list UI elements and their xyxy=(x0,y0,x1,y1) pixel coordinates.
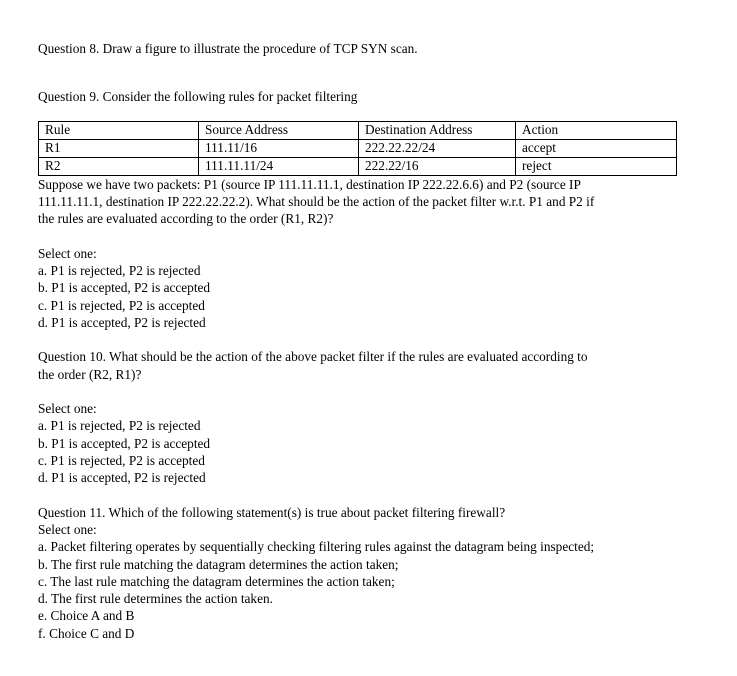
table-row xyxy=(39,140,677,158)
question-9-text: Question 9. Consider the following rules for packet filtering xyxy=(38,89,358,104)
question-8-text: Question 8. Draw a figure to illustrate the procedure of TCP SYN scan. xyxy=(38,41,418,56)
rule-cell: R1 xyxy=(39,140,199,158)
question-11-text: Question 11. Which of the following statement(s) is true about packet filtering firewall? xyxy=(38,505,506,520)
question-10-option-c[interactable]: c. P1 is rejected, P2 is accepted xyxy=(38,453,205,468)
question-10-select-label: Select one: xyxy=(38,401,97,416)
question-9-option-d[interactable]: d. P1 is accepted, P2 is rejected xyxy=(38,315,206,330)
question-11-option-c[interactable]: c. The last rule matching the datagram determines the action taken; xyxy=(38,574,395,589)
packet-filter-rules-table xyxy=(38,121,677,176)
question-11-option-a[interactable]: a. Packet filtering operates by sequentially checking filtering rules against the datagram being inspected; xyxy=(38,539,595,554)
rule-cell: R2 xyxy=(39,158,199,176)
question-11-option-d[interactable]: d. The first rule determines the action taken. xyxy=(38,591,273,606)
table-row xyxy=(39,158,677,176)
question-11-option-b[interactable]: b. The first rule matching the datagram determines the action taken; xyxy=(38,557,399,572)
action-cell: accept xyxy=(516,140,677,158)
header-source-address: Source Address xyxy=(199,122,359,140)
header-rule: Rule xyxy=(39,122,199,140)
question-9-select-label: Select one: xyxy=(38,246,97,261)
question-9-option-a[interactable]: a. P1 is rejected, P2 is rejected xyxy=(38,263,201,278)
action-cell: reject xyxy=(516,158,677,176)
question-11-option-e[interactable]: e. Choice A and B xyxy=(38,608,135,623)
question-10-body-line: Question 10. What should be the action of the above packet filter if the rules are evaluated according to xyxy=(38,349,588,364)
question-11-select-label: Select one: xyxy=(38,522,97,537)
question-9-option-b[interactable]: b. P1 is accepted, P2 is accepted xyxy=(38,280,211,295)
question-9-body-line: 111.11.11.1, destination IP 222.22.22.2). What should be the action of the packet filter w.r.t. P1 and P2 if xyxy=(38,194,595,209)
question-9-option-c[interactable]: c. P1 is rejected, P2 is accepted xyxy=(38,298,205,313)
table-header-row xyxy=(39,122,677,140)
source-cell: 111.11/16 xyxy=(199,140,359,158)
question-10-option-b[interactable]: b. P1 is accepted, P2 is accepted xyxy=(38,436,211,451)
header-action: Action xyxy=(516,122,677,140)
question-10-option-a[interactable]: a. P1 is rejected, P2 is rejected xyxy=(38,418,201,433)
destination-cell: 222.22.22/24 xyxy=(359,140,516,158)
question-9-body-line: Suppose we have two packets: P1 (source IP 111.11.11.1, destination IP 222.22.6.6) and P2 (source IP xyxy=(38,177,581,192)
question-10-option-d[interactable]: d. P1 is accepted, P2 is rejected xyxy=(38,470,206,485)
destination-cell: 222.22/16 xyxy=(359,158,516,176)
source-cell: 111.11.11/24 xyxy=(199,158,359,176)
question-10-body-line: the order (R2, R1)? xyxy=(38,367,142,382)
question-9-body-line: the rules are evaluated according to the order (R1, R2)? xyxy=(38,211,334,226)
header-destination-address: Destination Address xyxy=(359,122,516,140)
question-11-option-f[interactable]: f. Choice C and D xyxy=(38,626,135,641)
